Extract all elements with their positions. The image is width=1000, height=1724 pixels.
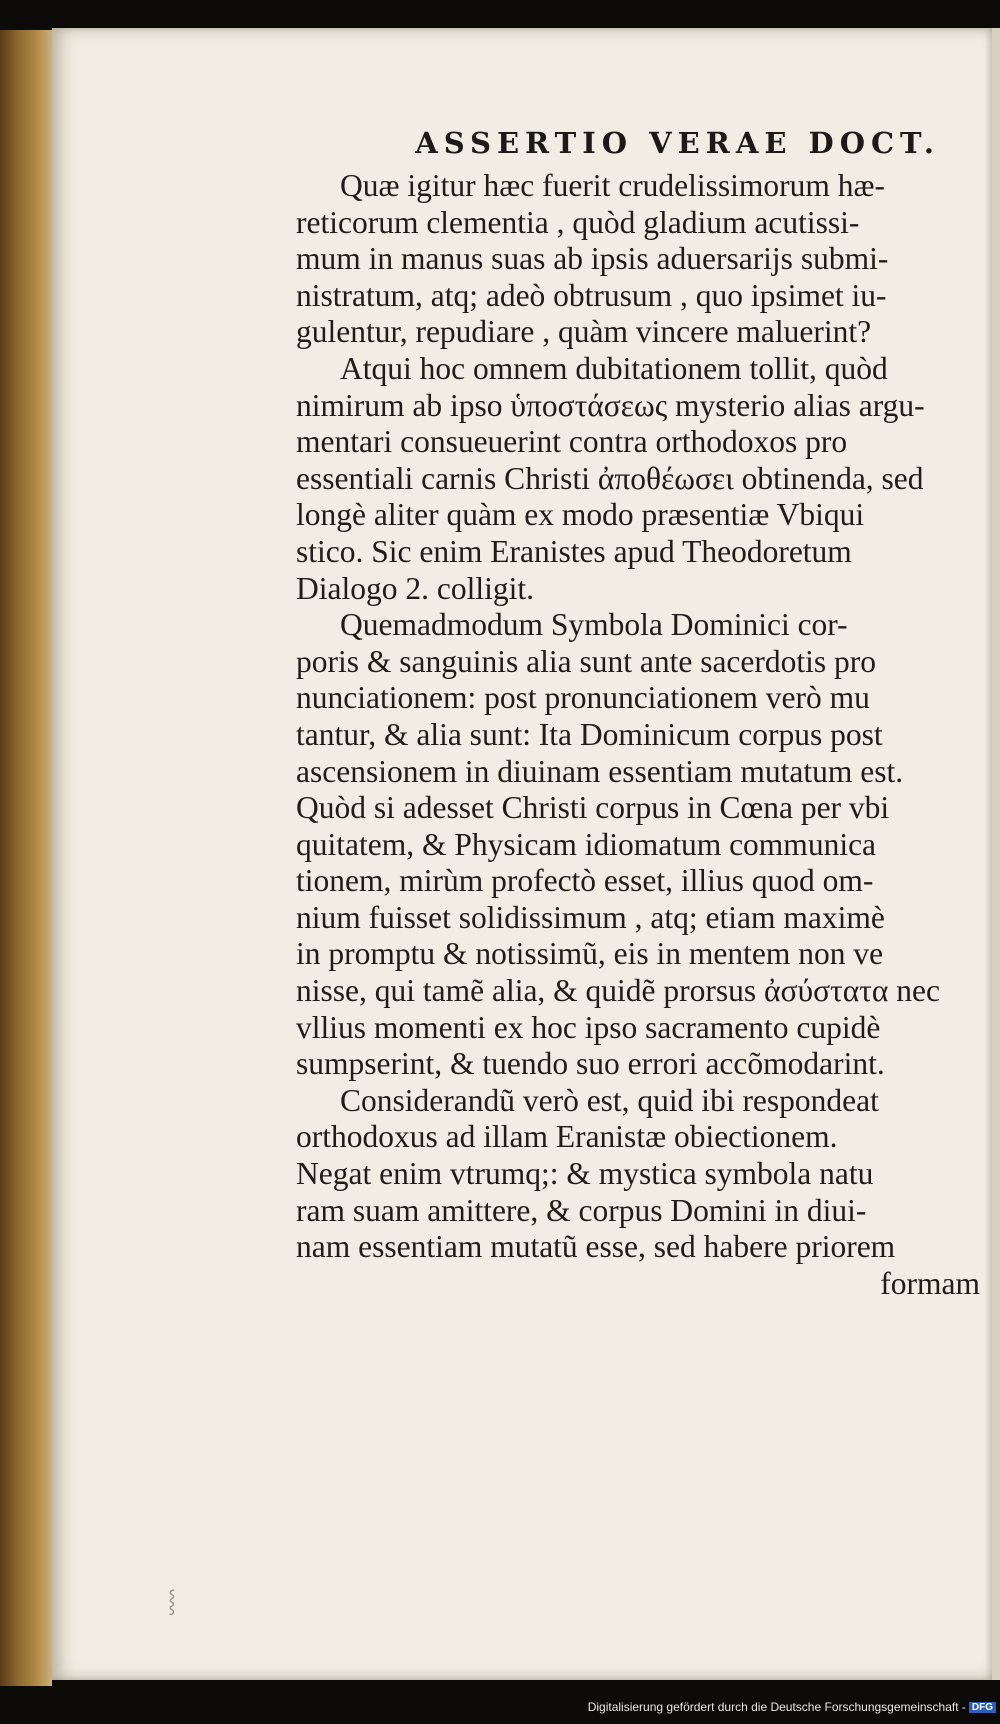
body-text xyxy=(296,168,986,1302)
text-line: mum in manus suas ab ipsis aduersarijs submi- xyxy=(296,241,889,277)
text-line: quitatem, & Physicam idiomatum communica xyxy=(296,826,877,862)
dfg-logo: DFG xyxy=(969,1702,996,1713)
text-line: Negat enim vtrumq;: & mystica symbola natu xyxy=(296,1156,874,1192)
text-line: orthodoxus ad illam Eranistæ obiectionem. xyxy=(296,1119,838,1155)
text-line: tantur, & alia sunt: Ita Dominicum corpus post xyxy=(296,716,883,752)
text-line: Quæ igitur hæc fuerit crudelissimorum hæ- xyxy=(340,168,886,203)
text-line: stico. Sic enim Eranistes apud Theodoretum xyxy=(296,533,852,569)
footer xyxy=(0,1700,996,1714)
text-line: nimirum ab ipso ὑποστάσεως mysterio alias argu- xyxy=(296,387,925,423)
text-line: reticorum clementia , quòd gladium acutissi- xyxy=(296,204,860,240)
text-line: nunciationem: post pronunciationem verò mu xyxy=(296,680,870,716)
text-line: nam essentiam mutatũ esse, sed habere priorem xyxy=(296,1229,896,1265)
text-line: Considerandũ verò est, quid ibi respondeat xyxy=(340,1082,879,1118)
text-line: gulentur, repudiare , quàm vincere maluerint? xyxy=(296,314,872,350)
text-line: Atqui hoc omnem dubitationem tollit, quòd xyxy=(340,350,888,386)
text-line: longè aliter quàm ex modo præsentiæ Vbiqui xyxy=(296,497,865,533)
text-line: Dialogo 2. colligit. xyxy=(296,570,534,606)
text-line: ram suam amittere, & corpus Domini in diui- xyxy=(296,1192,867,1228)
text-line: Quòd si adesset Christi corpus in Cœna per vbi xyxy=(296,790,890,826)
text-line: nistratum, atq; adeò obtrusum , quo ipsimet iu- xyxy=(296,277,887,313)
text-line: vllius momenti ex hoc ipso sacramento cupidè xyxy=(296,1009,881,1045)
text-line: Quemadmodum Symbola Dominici cor- xyxy=(340,607,848,643)
footer-text: Digitalisierung gefördert durch die Deutsche Forschungsgemeinschaft - xyxy=(587,1700,966,1714)
text-line: nisse, qui tamẽ alia, & quidẽ prorsus ἀσύστατα nec xyxy=(296,973,941,1009)
text-line: ascensionem in diuinam essentiam mutatum est. xyxy=(296,753,904,789)
text-line: nium fuisset solidissimum , atq; etiam maximè xyxy=(296,899,885,935)
catchword: formam xyxy=(880,1265,980,1301)
text-line: sumpserint, & tuendo suo errori accõmodarint. xyxy=(296,1046,885,1082)
book-edge xyxy=(0,30,52,1686)
text-line: poris & sanguinis alia sunt ante sacerdotis pro xyxy=(296,643,877,679)
running-title: ASSERTIO VERAE DOCT. xyxy=(415,126,940,160)
page-blemish: ⸾ xyxy=(168,1589,176,1614)
text-line: essentiali carnis Christi ἀποθέωσει obtinenda, sed xyxy=(296,460,924,496)
text-line: in promptu & notissimũ, eis in mentem non ve xyxy=(296,936,884,972)
text-line: mentari consueuerint contra orthodoxos pro xyxy=(296,424,848,460)
text-line: tionem, mirùm profectò esset, illius quod om- xyxy=(296,863,874,899)
page-edge xyxy=(992,28,1000,1680)
